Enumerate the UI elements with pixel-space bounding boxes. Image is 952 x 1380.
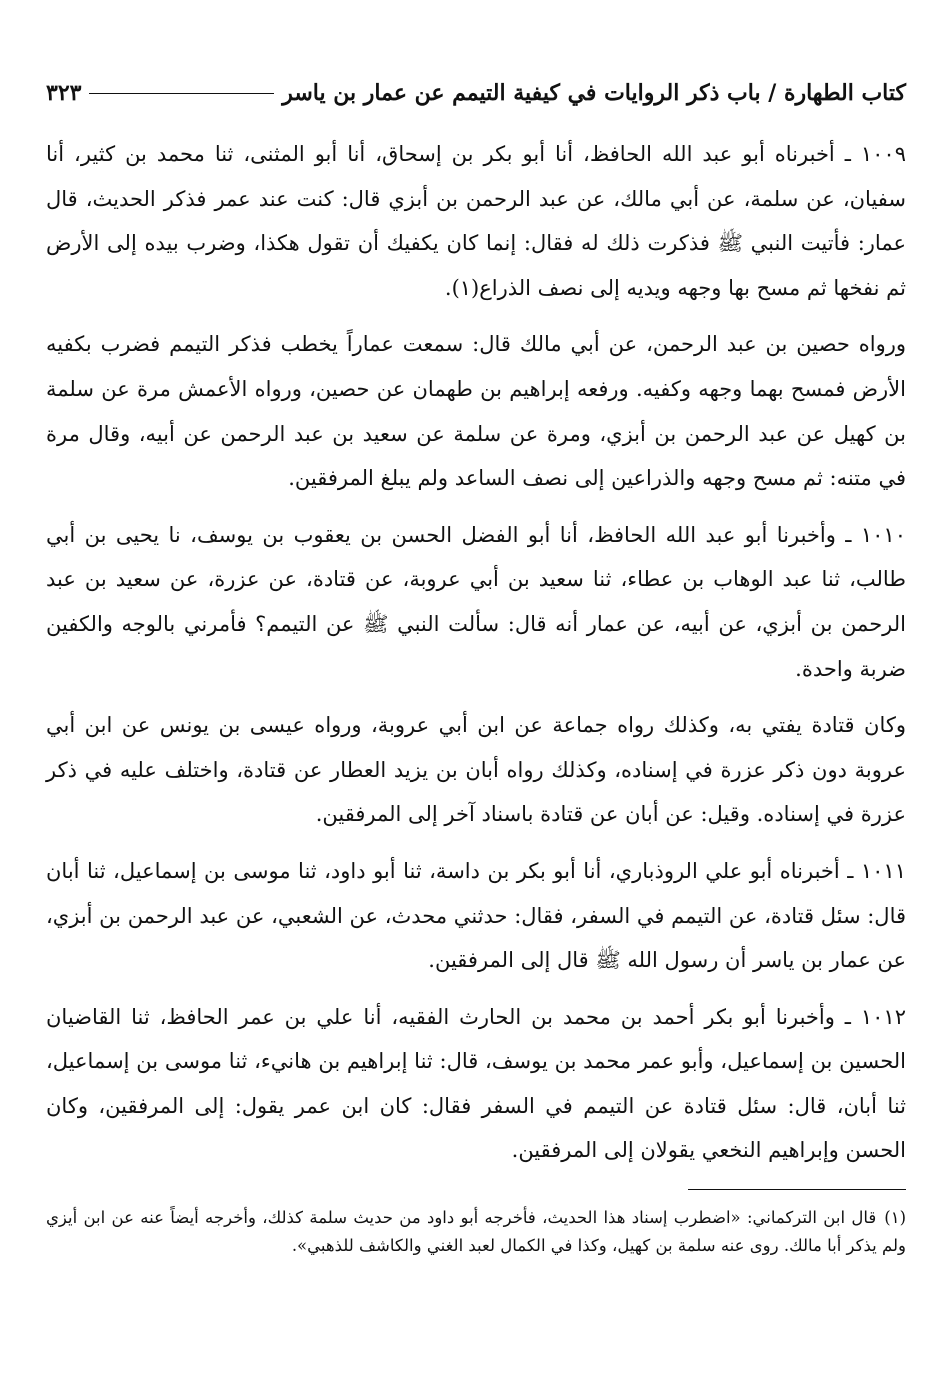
header-rule bbox=[89, 93, 274, 94]
header-title: كتاب الطهارة / باب ذكر الروايات في كيفية التيمم عن عمار بن ياسر bbox=[282, 80, 906, 106]
running-header bbox=[46, 76, 906, 110]
paragraph-1010: ١٠١٠ ـ وأخبرنا أبو عبد الله الحافظ، أنا أبو الفضل الحسن بن يعقوب بن يوسف، نا يحيى بن أبي طالب، ثنا عبد الوهاب بن عطاء، ثنا سعيد بن أبي عروبة، عن قتادة، عن عزرة، عن سعيد بن عبد الرحمن بن أبزي، عن أبيه، عن عمار أنه قال: سألت النبي ﷺ عن التيمم؟ فأمرني بالوجه والكفين ضربة واحدة. bbox=[46, 522, 906, 681]
paragraph-qatada: وكان قتادة يفتي به، وكذلك رواه جماعة عن ابن أبي عروبة، ورواه عيسى بن يونس عن ابن أبي عروبة دون ذكر عزرة في إسناده، وكذلك رواه أبان بن يزيد العطار عن قتادة، واختلف عليه في ذكر عزرة في إسناده. وقيل: عن أبان عن قتادة باسناد آخر إلى المرفقين. bbox=[46, 713, 906, 827]
main-text bbox=[46, 132, 906, 1173]
footnote bbox=[46, 1204, 906, 1260]
paragraph-1012: ١٠١٢ ـ وأخبرنا أبو بكر أحمد بن محمد بن الحارث الفقيه، أنا علي بن عمر الحافظ، ثنا القاضيان الحسين بن إسماعيل، وأبو عمر محمد بن يوسف، قال: ثنا إبراهيم بن هانيء، ثنا موسى بن إسماعيل، ثنا أبان، قال: سئل قتادة عن التيمم في السفر فقال: كان ابن عمر يقول: إلى المرفقين، وكان الحسن وإبراهيم النخعي يقولان إلى المرفقين. bbox=[46, 1004, 906, 1163]
paragraph-1009: ١٠٠٩ ـ أخبرناه أبو عبد الله الحافظ، أنا أبو بكر بن إسحاق، أنا أبو المثنى، ثنا محمد بن كثير، أنا سفيان، عن سلمة، عن أبي مالك، عن عبد الرحمن بن أبزي قال: كنت عند عمر فذكر الحديث، قال عمار: فأتيت النبي ﷺ فذكرت ذلك له فقال: إنما كان يكفيك أن تقول هكذا، وضرب بيده إلى الأرض ثم نفخها ثم مسح بها وجهه ويديه إلى نصف الذراع(١). bbox=[46, 142, 906, 300]
page-number: ٣٢٣ bbox=[46, 80, 82, 106]
footnotes bbox=[46, 1204, 906, 1260]
footnote-text: قال ابن التركماني: «اضطرب إسناد هذا الحديث، فأخرجه أبو داود من حديث سلمة كذلك، وأخرجه أيضاً عنه عن ابن أيزي ولم يذكر أبا مالك. روى عنه سلمة بن كهيل، وكذا في الكمال لعبد الغني والكاشف للذهبي». bbox=[46, 1208, 906, 1256]
footnote-rule bbox=[688, 1189, 906, 1190]
footnote-number: (١) bbox=[884, 1208, 906, 1228]
paragraph-1011: ١٠١١ ـ أخبرناه أبو علي الروذباري، أنا أبو بكر بن داسة، ثنا أبو داود، ثنا موسى بن إسماعيل، ثنا أبان قال: سئل قتادة، عن التيمم في السفر، فقال: حدثني محدث، عن الشعبي، عن عبد الرحمن بن أبزي، عن عمار بن ياسر أن رسول الله ﷺ قال إلى المرفقين. bbox=[46, 858, 906, 973]
paragraph-hussein: ورواه حصين بن عبد الرحمن، عن أبي مالك قال: سمعت عماراً يخطب فذكر التيمم فضرب بكفيه الأرض فمسح بهما وجهه وكفيه. ورفعه إبراهيم بن طهمان عن حصين، ورواه الأعمش مرة عن سلمة بن كهيل عن عبد الرحمن بن أبزي، ومرة عن سلمة عن سعيد بن عبد الرحمن عن أبيه، وقال مرة في متنه: ثم مسح وجهه والذراعين إلى نصف الساعد ولم يبلغ المرفقين. bbox=[46, 332, 906, 491]
